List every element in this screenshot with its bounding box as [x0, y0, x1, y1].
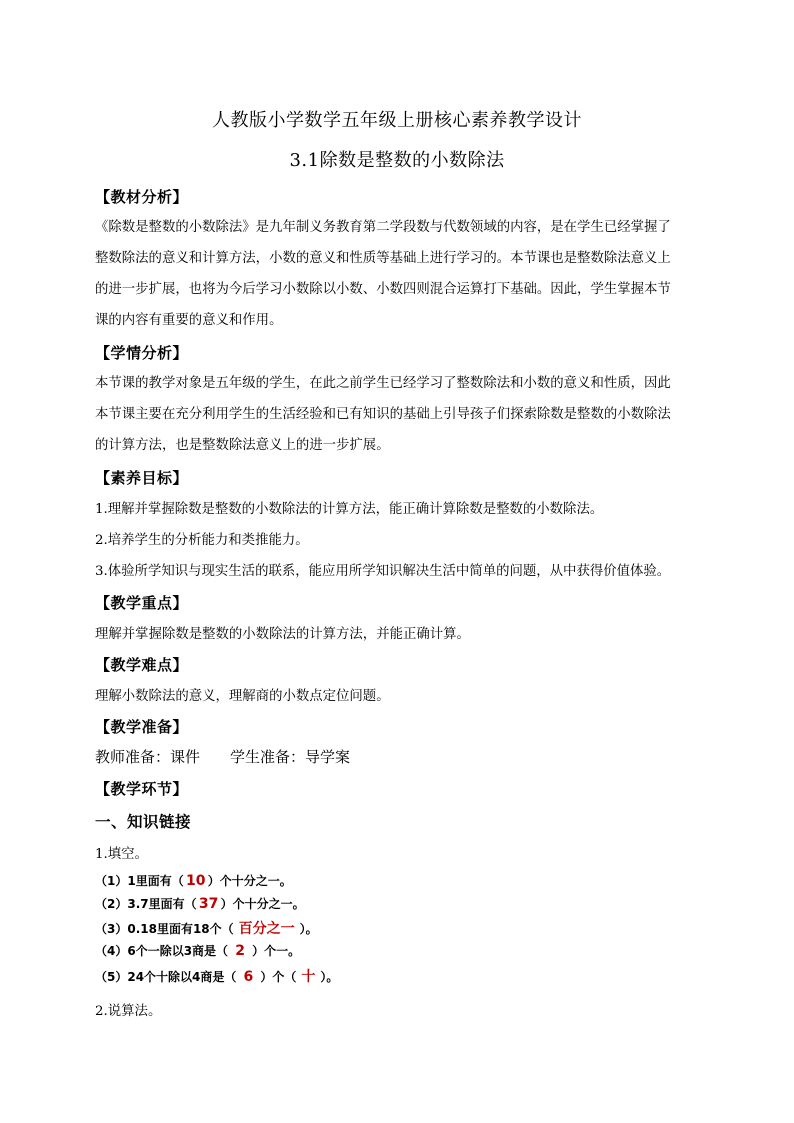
fill-answer: 百分之一 [238, 921, 295, 937]
fill-suffix: ）个一。 [252, 944, 301, 958]
heading-teaching-process: 【教学环节】 [95, 780, 189, 798]
document-title: 人教版小学数学五年级上册核心素养教学设计 [212, 110, 582, 131]
fill-suffix: ）个十分之一。 [220, 897, 305, 911]
fill-suffix: ）。 [320, 970, 339, 984]
fill-item-1 [95, 872, 292, 889]
student-preparation: 学生准备：导学案 [230, 748, 351, 766]
fill-prefix: （1）1里面有（ [95, 874, 184, 888]
fill-middle: ）个（ [260, 970, 297, 984]
student-analysis-paragraph [95, 368, 707, 461]
fill-answer: 37 [198, 896, 219, 912]
difficulty-text: 理解小数除法的意义，理解商的小数点定位问题。 [95, 689, 390, 704]
goal-item: 3.体验所学知识与现实生活的联系，能应用所学知识解决生活中简单的问题，从中获得价值体验。 [95, 564, 671, 579]
heading-key-point: 【教学重点】 [95, 594, 189, 612]
paragraph-line: 本节课主要在充分利用学生的生活经验和已有知识的基础上引导孩子们探索除数是整数的小数除法 [95, 407, 671, 422]
fill-suffix: ）。 [299, 922, 318, 936]
key-point-text: 理解并掌握除数是整数的小数除法的计算方法，并能正确计算。 [95, 627, 470, 642]
paragraph-line: 的计算方法，也是整数除法意义上的进一步扩展。 [95, 438, 390, 453]
question-fill-blank: 1.填空。 [95, 847, 148, 862]
fill-item-3 [95, 918, 318, 938]
heading-difficulty: 【教学难点】 [95, 656, 189, 674]
textbook-analysis-paragraph [95, 212, 707, 336]
fill-item-2 [95, 895, 305, 912]
preparation-line [95, 746, 350, 767]
heading-preparation: 【教学准备】 [95, 718, 189, 736]
heading-goals: 【素养目标】 [95, 469, 189, 487]
fill-prefix: （4）6个一除以3商是（ [95, 944, 229, 958]
fill-answer: 6 [243, 969, 254, 985]
fill-answer: 十 [301, 969, 316, 985]
fill-prefix: （2）3.7里面有（ [95, 897, 197, 911]
fill-answer: 2 [235, 943, 245, 959]
fill-item-4 [95, 942, 300, 959]
paragraph-line: 的进一步扩展，也将为今后学习小数除以小数、小数四则混合运算打下基础。因此，学生掌握本节 [95, 282, 671, 297]
paragraph-line: 本节课的教学对象是五年级的学生，在此之前学生已经学习了整数除法和小数的意义和性质，因此 [95, 376, 671, 391]
fill-item-5 [95, 966, 338, 986]
paragraph-line: 整数除法的意义和计算方法，小数的意义和性质等基础上进行学习的。本节课也是整数除法意义上 [95, 251, 671, 266]
heading-knowledge-link: 一、知识链接 [95, 812, 192, 831]
fill-suffix: ）个十分之一。 [207, 874, 292, 888]
paragraph-line: 课的内容有重要的意义和作用。 [95, 313, 283, 328]
goal-item: 1.理解并掌握除数是整数的小数除法的计算方法，能正确计算除数是整数的小数除法。 [95, 502, 604, 517]
fill-prefix: （5）24个十除以4商是（ [95, 970, 237, 984]
fill-prefix: （3）0.18里面有18个（ [95, 922, 234, 936]
heading-student-analysis: 【学情分析】 [95, 344, 189, 362]
goal-item: 2.培养学生的分析能力和类推能力。 [95, 533, 309, 548]
question-explain-method: 2.说算法。 [95, 1004, 162, 1019]
fill-answer: 10 [185, 873, 206, 889]
lesson-title: 3.1除数是整数的小数除法 [289, 150, 505, 171]
heading-textbook-analysis: 【教材分析】 [95, 188, 189, 206]
teacher-preparation: 教师准备：课件 [95, 748, 201, 766]
paragraph-line: 《除数是整数的小数除法》是九年制义务教育第二学段数与代数领域的内容，是在学生已经掌握了 [95, 220, 671, 235]
